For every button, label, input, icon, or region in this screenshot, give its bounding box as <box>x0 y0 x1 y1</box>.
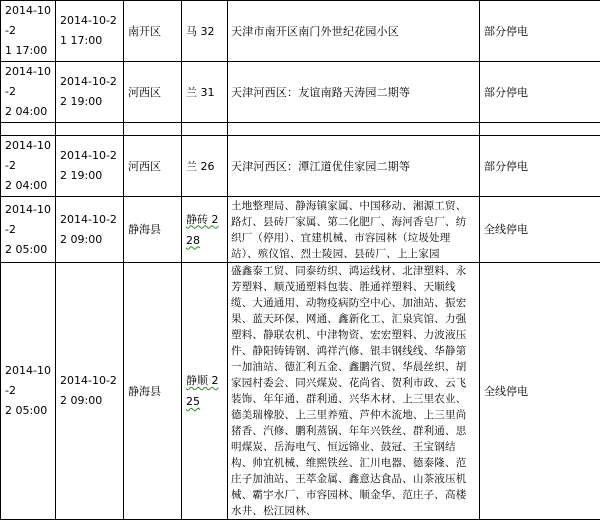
end-time: 2014-10-2 2 19:00 <box>56 136 124 197</box>
table-row <box>1 197 600 263</box>
line-name: 兰 26 <box>182 136 228 197</box>
start-time: 2014-10-2 2 04:00 <box>1 62 56 123</box>
empty-row <box>1 123 600 136</box>
line-name: 静顺 225 <box>182 263 228 520</box>
district: 河西区 <box>124 62 182 123</box>
outage-area: 天津河西区：友谊南路天涛园二期等 <box>228 62 480 123</box>
end-time: 2014-10-2 2 19:00 <box>56 62 124 123</box>
outage-area: 天津河西区：潭江道优佳家园二期等 <box>228 136 480 197</box>
outage-area: 土地整理局、静海镇家属、中国移动、湘源工贸、路灯、县砖厂家属、第二化肥厂、海河香皂厂、纺织厂（停用）、宜建机械、市容园林（垃圾处理站）、殡仪馆、烈士陵园、县砖厂、上上家园 <box>228 197 480 263</box>
outage-type: 部分停电 <box>480 62 600 123</box>
start-time: 2014-10-2 2 04:00 <box>1 136 56 197</box>
district: 河西区 <box>124 136 182 197</box>
start-time: 2014-10-2 1 17:00 <box>1 1 56 62</box>
line-name: 马 32 <box>182 1 228 62</box>
district: 南开区 <box>124 1 182 62</box>
end-time: 2014-10-2 1 17:00 <box>56 1 124 62</box>
district: 静海县 <box>124 197 182 263</box>
start-time: 2014-10-2 2 05:00 <box>1 197 56 263</box>
start-time: 2014-10-2 2 05:00 <box>1 263 56 520</box>
outage-type: 部分停电 <box>480 136 600 197</box>
line-name: 静砖 228 <box>182 197 228 263</box>
end-time: 2014-10-2 2 09:00 <box>56 263 124 520</box>
outage-area: 天津市南开区南门外世纪花园小区 <box>228 1 480 62</box>
end-time: 2014-10-2 2 09:00 <box>56 197 124 263</box>
table-row <box>1 62 600 123</box>
table-row <box>1 1 600 62</box>
table-row <box>1 263 600 520</box>
outage-type: 全线停电 <box>480 197 600 263</box>
line-name: 兰 31 <box>182 62 228 123</box>
outage-type: 部分停电 <box>480 1 600 62</box>
district: 静海县 <box>124 263 182 520</box>
outage-area: 盛鑫泰工贸、同泰纺织、鸿运线材、北津塑料、永芳塑料、顺茂通塑料包装、胜通祥塑料、天顺线缆、大通通用、动物疫病防空中心、加油站、振宏果、蓝天环保、网通、鑫新化工、汇泉宾馆、力强塑料、静联农机、中津物资、宏宏塑料、力波液压件、静阳铸铸钢、鸿祥汽修、银丰钢线线、华静第一加油站、德汇利五金、鑫鹏汽贸、华晨丝织、胡家园村委会、同兴煤炭、花尚省、贺利市政、云飞装饰、年年通、群利通、兴华木材、上三里农业、德美瑞橡胶、上三里养殖、芦仲木流地、上三里尚猪香、汽修、鹏利蒸锅、年年兴铁丝、群利通、思明煤炭、岳海电气、恒远锦业、鼓冠、王宝钢结构、帅宜机械、维熙铁丝、汇川电器、德泰隆、范庄子加油站、王萃金属、鑫意达食品、山茶液压机械、霸宇水厂、市容园林、顺金华、范庄子、高楼水井、松江园林、 <box>228 263 480 520</box>
outage-type: 全线停电 <box>480 263 600 520</box>
table-row <box>1 136 600 197</box>
